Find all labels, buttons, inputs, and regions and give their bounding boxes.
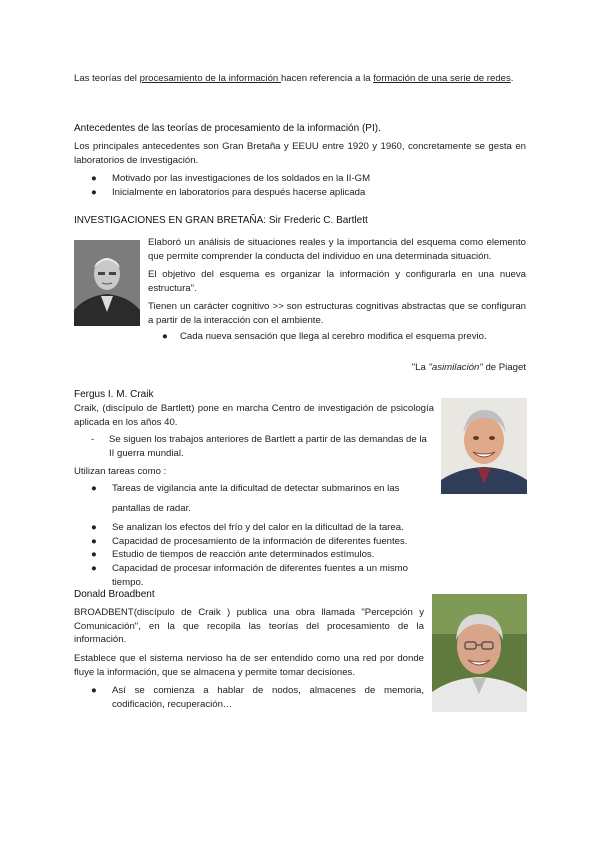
list-item: ● Motivado por las investigaciones de los soldados en la II-GM	[91, 173, 371, 184]
list-item: ● Tareas de vigilancia ante la dificultad de detectar submarinos en las	[91, 483, 400, 494]
list-item: ● Capacidad de procesamiento de la información de diferentes fuentes.	[91, 535, 408, 547]
list-item: ● Inicialmente en laboratorios para después hacerse aplicada	[91, 186, 366, 198]
craik-dash-item: - Se siguen los trabajos anteriores de Bartlett a partir de las demandas de la II guerra mundial.	[91, 434, 427, 459]
list-item: ● Capacidad de procesar información de diferentes fuentes a un mismo tiempo.	[91, 563, 408, 588]
piaget-quote: "La "asimilación" de Piaget	[411, 362, 526, 373]
bartlett-paragraph: Elaboró un análisis de situaciones reales y la importancia del esquema como elemento que permite comprender la conducta del individuo en una determinada situación.	[148, 237, 526, 262]
bullet-icon: ●	[91, 685, 97, 696]
bartlett-heading: INVESTIGACIONES EN GRAN BRETAÑA: Sir Frederic C. Bartlett	[74, 215, 368, 226]
broadbent-heading: Donald Broadbent	[74, 589, 155, 600]
list-item: ● Se analizan los efectos del frío y del calor en la dificultad de la tarea.	[91, 522, 404, 534]
bartlett-text	[148, 236, 526, 343]
antecedentes-list	[74, 172, 526, 199]
portrait-photo-icon	[432, 594, 527, 712]
bullet-icon: ●	[91, 522, 97, 534]
craik-photo	[441, 398, 527, 494]
list-item-continuation: pantallas de radar.	[112, 502, 191, 514]
antecedentes-paragraph: Los principales antecedentes son Gran Bretaña y EEUU entre 1920 y 1960, concretamente se gesta en laboratorios de investigación.	[74, 141, 526, 166]
intro-text: .	[510, 73, 514, 84]
bullet-icon: ●	[162, 330, 168, 342]
intro-link-formacion[interactable]: formación de una serie de redes	[373, 73, 511, 84]
bullet-icon: ●	[91, 549, 97, 561]
bullet-icon: ●	[91, 535, 97, 547]
antecedentes-heading: Antecedentes de las teorías de procesamiento de la información (PI).	[74, 123, 381, 134]
intro-link-procesamiento[interactable]: procesamiento de la información	[139, 73, 281, 84]
broadbent-photo	[432, 594, 527, 712]
portrait-photo-icon	[74, 240, 140, 326]
list-item: ● Estudio de tiempos de reacción ante determinados estímulos.	[91, 549, 375, 561]
intro-text: hacen referencia a la	[280, 73, 374, 84]
portrait-photo-icon	[441, 398, 527, 494]
intro-paragraph	[74, 72, 526, 86]
intro-text: Las teorías del	[74, 73, 140, 84]
bartlett-photo	[74, 240, 140, 326]
broadbent-paragraph: BROADBENT(discípulo de Craik ) publica una obra llamada "Percepción y Comunicación", en la que recopila las teorías del procesamiento de la información.	[74, 607, 424, 646]
bullet-icon: ●	[91, 483, 97, 494]
bullet-icon: ●	[91, 563, 97, 575]
craik-heading: Fergus I. M. Craik	[74, 389, 154, 400]
dash-icon: -	[91, 434, 95, 445]
craik-utilizan: Utilizan tareas como :	[74, 466, 167, 477]
asimilacion-term: "asimilación"	[428, 362, 483, 373]
list-item: ● Cada nueva sensación que llega al cerebro modifica el esquema previo.	[162, 330, 487, 342]
craik-paragraph: Craik, (discípulo de Bartlett) pone en marcha Centro de investigación de psicología aplicada en los años 40.	[74, 403, 434, 428]
bullet-icon: ●	[91, 186, 97, 198]
broadbent-list	[74, 684, 424, 711]
bullet-icon: ●	[91, 173, 97, 184]
bartlett-paragraph: Tienen un carácter cognitivo >> son estructuras cognitivas abstractas que se configuran a partir de la interacción con el ambiente.	[148, 301, 526, 327]
craik-list	[74, 482, 434, 589]
list-item: ● Así se comienza a hablar de nodos, almacenes de memoria, codificación, recuperación…	[91, 685, 424, 710]
bartlett-paragraph: El objetivo del esquema es organizar la información y configurarla en una nueva estructura".	[148, 269, 526, 294]
broadbent-paragraph: Establece que el sistema nervioso ha de ser entendido como una red por donde fluye la información, que se almacena y permite tomar decisiones.	[74, 653, 424, 678]
